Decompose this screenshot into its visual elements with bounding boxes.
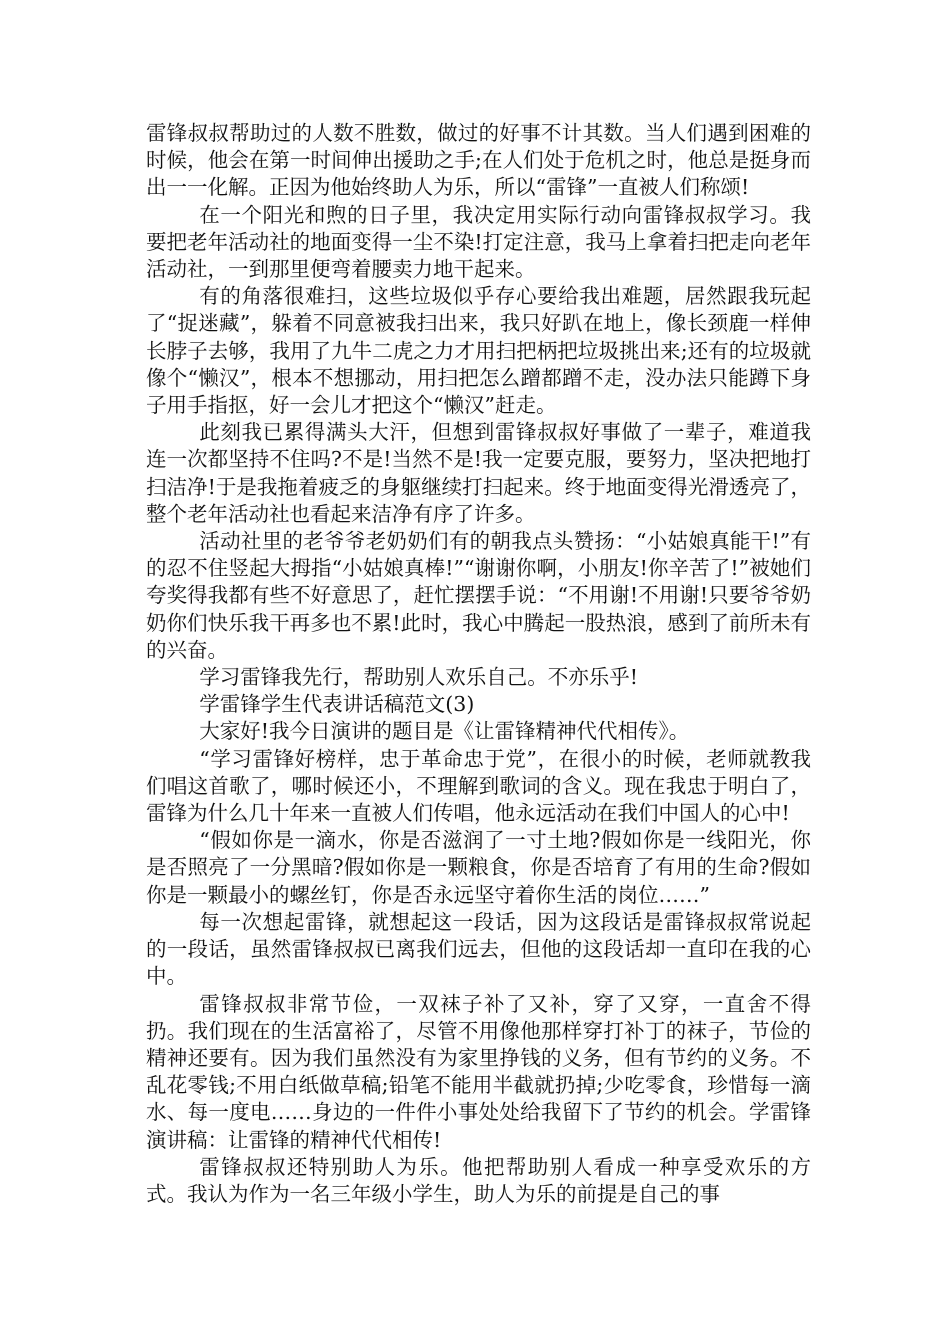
- paragraph-12: 雷锋叔叔非常节俭，一双袜子补了又补，穿了又穿，一直舍不得扔。我们现在的生活富裕了，尽管不用像他那样穿打补丁的袜子，节俭的精神还要有。因为我们虽然没有为家里挣钱的义务，但有节约的义务。不乱花零钱;不用白纸做草稿;铅笔不能用半截就扔掉;少吃零食，珍惜每一滴水、每一度电……身边的一件件小事处处给我留下了节约的机会。学雷锋演讲稿：让雷锋的精神代代相传!: [146, 991, 811, 1152]
- paragraph-10: “假如你是一滴水，你是否滋润了一寸土地?假如你是一线阳光，你是否照亮了一分黑暗?假如你是一颗粮食，你是否培育了有用的生命?假如你是一颗最小的螺丝钉，你是否永远坚守着你生活的岗位……”: [146, 828, 811, 907]
- paragraph-6: 学习雷锋我先行，帮助别人欢乐自己。不亦乐乎!: [199, 665, 639, 690]
- paragraph-8: 大家好!我今日演讲的题目是《让雷锋精神代代相传》。: [199, 719, 690, 744]
- paragraph-9: “学习雷锋好榜样，忠于革命忠于党”，在很小的时候，老师就教我们唱这首歌了，哪时候还小，不理解到歌词的含义。现在我忠于明白了，雷锋为什么几十年来一直被人们传唱，他永远活动在我们中国人的心中!: [146, 746, 811, 826]
- paragraph-2: 在一个阳光和煦的日子里，我决定用实际行动向雷锋叔叔学习。我要把老年活动社的地面变得一尘不染!打定注意，我马上拿着扫把走向老年活动社，一到那里便弯着腰卖力地干起来。: [146, 202, 811, 282]
- paragraph-13: 雷锋叔叔还特别助人为乐。他把帮助别人看成一种享受欢乐的方式。我认为作为一名三年级小学生，助人为乐的前提是自己的事: [146, 1154, 811, 1206]
- paragraph-3: 有的角落很难扫，这些垃圾似乎存心要给我出难题，居然跟我玩起了“捉迷藏”，躲着不同意被我扫出来，我只好趴在地上，像长颈鹿一样伸长脖子去够，我用了九牛二虎之力才用扫把柄把垃圾挑出来;还有的垃圾就像个“懒汉”，根本不想挪动，用扫把怎么蹭都蹭不走，没办法只能蹲下身子用手指抠，好一会儿才把这个“懒汉”赶走。: [146, 284, 811, 418]
- paragraph-5: 活动社里的老爷爷老奶奶们有的朝我点头赞扬：“小姑娘真能干!”有的忍不住竖起大拇指“小姑娘真棒!”“谢谢你啊，小朋友!你辛苦了!”被她们夸奖得我都有些不好意思了，赶忙摆摆手说：“不用谢!不用谢!只要爷爷奶奶你们快乐我干再多也不累!此时，我心中腾起一股热浪，感到了前所未有的兴奋。: [146, 529, 811, 662]
- paragraph-11: 每一次想起雷锋，就想起这一段话，因为这段话是雷锋叔叔常说起的一段话，虽然雷锋叔叔已离我们远去，但他的这段话却一直印在我的心中。: [146, 909, 811, 989]
- section-heading: 学雷锋学生代表讲话稿范文(3): [199, 692, 475, 717]
- paragraph-4: 此刻我已累得满头大汗，但想到雷锋叔叔好事做了一辈子，难道我连一次都坚持不住吗?不是!当然不是!我一定要克服，要努力，坚决把地打扫洁净!于是我拖着疲乏的身躯继续打扫起来。终于地面变得光滑透亮了，整个老年活动社也看起来洁净有序了许多。: [146, 420, 811, 526]
- paragraph-1: 雷锋叔叔帮助过的人数不胜数，做过的好事不计其数。当人们遇到困难的时候，他会在第一时间伸出援助之手;在人们处于危机之时，他总是挺身而出一一化解。正因为他始终助人为乐，所以“雷锋”一直被人们称颂!: [146, 121, 811, 200]
- document-page: [146, 120, 811, 1208]
